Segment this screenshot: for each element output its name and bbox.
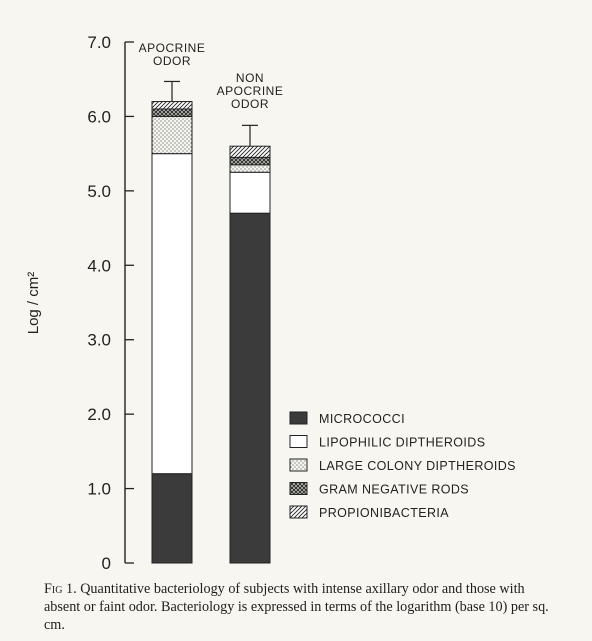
bar-segment xyxy=(152,109,192,116)
bar-segment xyxy=(230,165,270,172)
legend-swatch xyxy=(290,483,307,495)
caption-text: Quantitative bacteriology of subjects with intense axillary odor and those with absent or faint odor. Bacteriology is expressed in terms of the logarithm (base 10) per sq. cm. xyxy=(44,581,549,633)
bar-segment xyxy=(230,172,270,213)
legend-label: PROPIONIBACTERIA xyxy=(319,506,450,520)
category-label: ODOR xyxy=(231,97,269,111)
bar-segment xyxy=(230,146,270,157)
y-tick-label: 7.0 xyxy=(87,33,111,52)
bar-segment xyxy=(152,154,192,474)
category-label: ODOR xyxy=(153,54,191,68)
legend-swatch xyxy=(290,436,307,448)
y-tick-label: 5.0 xyxy=(87,181,111,201)
legend-label: LIPOPHILIC DIPTHEROIDS xyxy=(319,435,486,450)
y-tick-label: 6.0 xyxy=(87,107,111,127)
legend-label: GRAM NEGATIVE RODS xyxy=(319,482,470,497)
bar-segment xyxy=(152,474,192,563)
caption-prefix: Fig 1. xyxy=(44,581,77,597)
y-tick-label: 1.0 xyxy=(87,479,111,499)
legend-label: MICROCOCCI xyxy=(319,412,405,426)
legend-swatch xyxy=(290,412,307,424)
y-axis-label: Log / cm² xyxy=(25,271,42,335)
y-tick-label: 4.0 xyxy=(87,256,111,276)
bar-segment xyxy=(152,102,192,109)
bar-segment xyxy=(230,213,270,563)
y-tick-label: 0 xyxy=(101,554,111,573)
legend-swatch xyxy=(290,459,307,471)
legend-label: LARGE COLONY DIPTHEROIDS xyxy=(319,459,516,473)
y-tick-label: 3.0 xyxy=(87,330,111,350)
legend-swatch xyxy=(290,506,307,518)
category-label: APOCRINE xyxy=(216,84,284,98)
category-label: APOCRINE xyxy=(138,41,206,55)
category-label: NON xyxy=(235,71,265,85)
y-tick-label: 2.0 xyxy=(87,405,111,425)
bar-segment xyxy=(230,157,270,164)
figure-caption xyxy=(44,580,556,634)
bar-segment xyxy=(152,116,192,153)
